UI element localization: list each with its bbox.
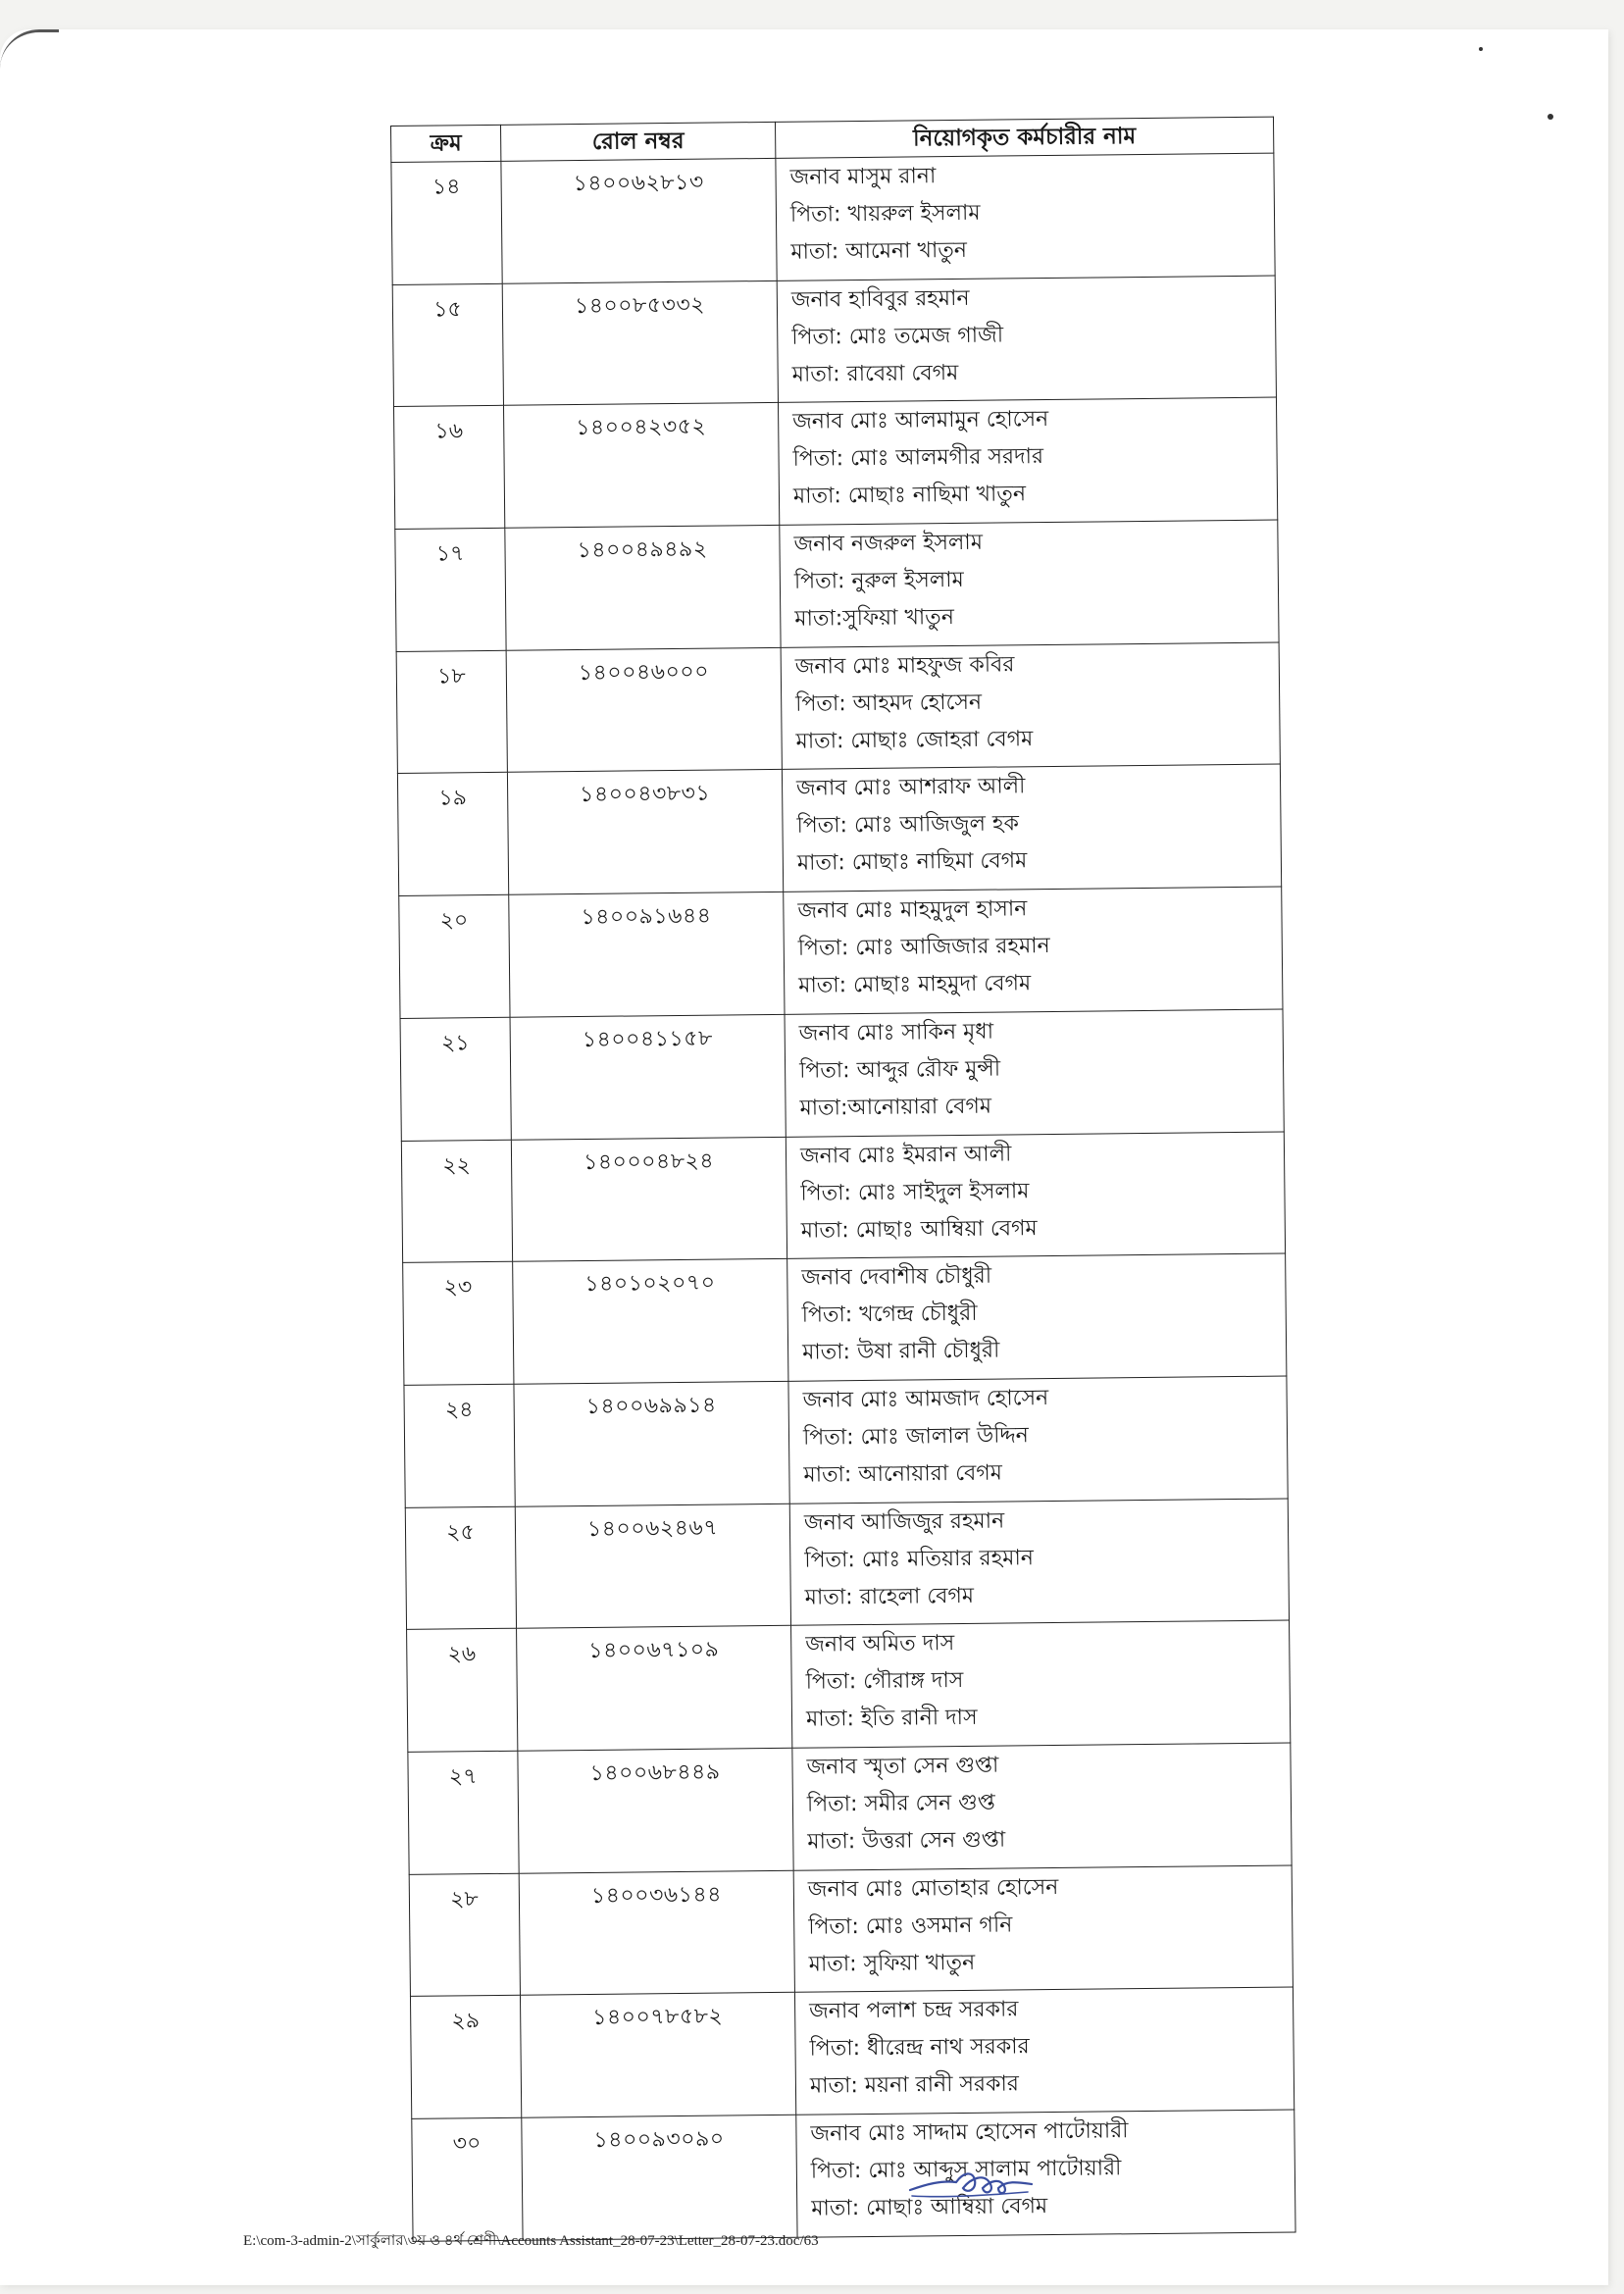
table-row — [405, 1499, 1289, 1630]
table-body — [391, 153, 1295, 2241]
table-row — [407, 1620, 1291, 1752]
roll-number-cell: ১৪০০৩৬১৪৪ — [519, 1870, 794, 1996]
employee-name: জনাব মোঃ সাকিন মৃধা — [798, 1019, 994, 1046]
serial-cell: ১৮ — [396, 650, 507, 774]
roll-number-cell: ১৪০০৭৮৫৮২ — [520, 1993, 795, 2118]
employee-name-cell — [787, 1253, 1287, 1381]
employee-name-cell — [794, 1987, 1294, 2115]
serial-cell: ১৭ — [395, 528, 506, 651]
table-row — [396, 642, 1280, 774]
roll-number-cell: ১৪০০৬৮৪৪৯ — [518, 1748, 793, 1873]
serial-cell: ১৯ — [397, 773, 508, 896]
signature-mark — [902, 2163, 1040, 2212]
serial-cell: ২৮ — [409, 1873, 520, 1997]
mother-name: মাতা: উত্তরা সেন গুপ্তা — [807, 1827, 1006, 1855]
serial-cell: ৩০ — [412, 2117, 523, 2241]
father-name: পিতা: মোঃ তমেজ গাজী — [791, 323, 1004, 350]
employee-name: জনাব স্মৃতা সেন গুপ্তা — [806, 1753, 999, 1780]
father-name: পিতা: মোঃ আলমগীর সরদার — [792, 444, 1044, 473]
employee-name-cell — [776, 153, 1275, 280]
employee-name-cell — [791, 1620, 1291, 1748]
header-employee-name: নিয়োগকৃত কর্মচারীর নাম — [775, 117, 1273, 158]
table-row — [403, 1253, 1287, 1385]
roll-number-cell: ১৪০০৬২৮১৩ — [501, 158, 777, 283]
scan-speck — [1479, 47, 1483, 51]
mother-name: মাতা: সুফিয়া খাতুন — [808, 1950, 976, 1977]
employee-name-cell — [777, 276, 1276, 403]
employee-list-table — [390, 117, 1296, 2242]
employee-name: জনাব মোঃ আলমামুন হোসেন — [792, 407, 1049, 435]
employee-name: জনাব মোঃ সাদ্দাম হোসেন পাটোয়ারী — [810, 2118, 1129, 2147]
employee-name-cell — [781, 642, 1280, 770]
employee-name-cell — [793, 1865, 1293, 1993]
roll-number-cell: ১৪০০৬৭১০৯ — [517, 1626, 792, 1752]
page-corner-fold — [0, 29, 59, 72]
employee-name: জনাব আজিজুর রহমান — [803, 1508, 1005, 1536]
employee-name-cell — [784, 887, 1283, 1014]
mother-name: মাতা: আনোয়ারা বেগম — [803, 1460, 1003, 1488]
table-row — [397, 764, 1281, 895]
employee-name-cell — [788, 1376, 1288, 1504]
employee-name-cell — [796, 2110, 1295, 2237]
table-row — [391, 153, 1275, 284]
mother-name: মাতা: রাহেলা বেগম — [804, 1583, 975, 1610]
table-row — [404, 1376, 1288, 1507]
table-row — [401, 1132, 1285, 1263]
table-row — [409, 1865, 1293, 1997]
roll-number-cell: ১৪০০৬৯৯১৪ — [514, 1381, 789, 1506]
roll-number-cell: ১৪০০৯৩০৯০ — [522, 2115, 797, 2240]
father-name: পিতা: মোঃ আজিজার রহমান — [797, 934, 1050, 961]
employee-name: জনাব মোঃ আমজাদ হোসেন — [802, 1385, 1049, 1413]
roll-number-cell: ১৪০০৮৫৩৩২ — [502, 280, 778, 406]
mother-name: মাতা: মোছাঃ আম্বিয়া বেগম — [811, 2194, 1048, 2221]
serial-cell: ২০ — [399, 894, 510, 1018]
serial-cell: ২৯ — [410, 1996, 521, 2119]
serial-cell: ২৩ — [403, 1261, 514, 1385]
roll-number-cell: ১৪০০৯১৬৪৪ — [509, 892, 785, 1017]
employee-name-cell — [780, 520, 1279, 647]
father-name: পিতা: খায়রুল ইসলাম — [789, 200, 981, 228]
roll-number-cell: ১৪০০৪৩৮৩১ — [507, 770, 783, 895]
employee-name: জনাব অমিত দাস — [805, 1631, 955, 1657]
mother-name: মাতা: রাবেয়া বেগম — [791, 360, 959, 387]
serial-cell: ১৫ — [392, 283, 503, 407]
mother-name: মাতা: আমেনা খাতুন — [790, 237, 968, 265]
table-row — [394, 397, 1278, 529]
table-row — [408, 1743, 1292, 1874]
father-name: পিতা: মোঃ মতিয়ার রহমান — [804, 1545, 1035, 1573]
employee-name: জনাব মোঃ মোতাহার হোসেন — [807, 1874, 1059, 1903]
father-name: পিতা: মোঃ সাইদুল ইসলাম — [800, 1178, 1030, 1206]
header-serial: ক্রম — [391, 125, 501, 162]
table-row — [399, 887, 1283, 1018]
roll-number-cell: ১৪০০৪৯৪৯২ — [505, 525, 781, 650]
roll-number-cell: ১৪০০৪২৩৫২ — [503, 403, 779, 529]
mother-name: মাতা: মোছাঃ আম্বিয়া বেগম — [800, 1215, 1038, 1244]
mother-name: মাতা: উষা রানী চৌধুরী — [801, 1338, 1000, 1365]
table-row — [410, 1987, 1294, 2118]
roll-number-cell: ১৪০০৪৬০০০ — [506, 647, 782, 773]
table-row — [400, 1009, 1284, 1141]
mother-name: মাতা: মোছাঃ জোহরা বেগম — [795, 726, 1034, 754]
father-name: পিতা: ধীরেন্দ্র নাথ সরকার — [809, 2034, 1030, 2062]
employee-name: জনাব হাবিবুর রহমান — [790, 285, 970, 313]
header-roll-number: রোল নম্বর — [500, 122, 775, 161]
employee-name-cell — [786, 1132, 1285, 1259]
employee-name: জনাব মোঃ মাহমুদুল হাসান — [797, 896, 1028, 924]
serial-cell: ২৬ — [407, 1628, 518, 1752]
roll-number-cell: ১৪০০০৪৮২৪ — [511, 1137, 787, 1262]
father-name: পিতা: খগেন্দ্র চৌধুরী — [801, 1300, 978, 1328]
father-name: পিতা: মোঃ আজিজুল হক — [796, 811, 1020, 840]
mother-name: মাতা: মোছাঃ নাছিমা খাতুন — [792, 482, 1027, 510]
mother-name: মাতা: মোছাঃ মাহমুদা বেগম — [798, 971, 1032, 998]
scan-speck — [1548, 114, 1553, 120]
table-row — [395, 520, 1279, 651]
mother-name: মাতা: ইতি রানী দাস — [805, 1706, 978, 1732]
table-row — [412, 2110, 1295, 2241]
file-path-footer: E:\com-3-admin-2\সার্কুলার\৩য় ও ৪র্থ শ্রেণী\Accounts Assistant_28-07-23\Letter_28-07-23.doc/63 — [243, 2233, 819, 2249]
employee-name: জনাব মোঃ ইমরান আলী — [799, 1141, 1012, 1169]
roll-number-cell: ১৪০১০২০৭০ — [513, 1259, 788, 1385]
employee-name: জনাব মাসুম রানা — [789, 164, 937, 190]
mother-name: মাতা: ময়না রানী সরকার — [809, 2071, 1020, 2099]
employee-name: জনাব মোঃ আশরাফ আলী — [795, 774, 1026, 802]
mother-name: মাতা:সুফিয়া খাতুন — [794, 605, 955, 632]
serial-cell: ১৪ — [391, 161, 502, 284]
father-name: পিতা: মোঃ আব্দুস সালাম পাটোয়ারী — [810, 2156, 1122, 2184]
father-name: পিতা: মোঃ জালাল উদ্দিন — [802, 1423, 1029, 1451]
father-name: পিতা: নুরুল ইসলাম — [793, 567, 964, 594]
employee-name: জনাব নজরুল ইসলাম — [793, 530, 984, 557]
mother-name: মাতা:আনোয়ারা বেগম — [799, 1094, 992, 1121]
employee-name-cell — [782, 764, 1281, 892]
father-name: পিতা: আহমদ হোসেন — [795, 689, 983, 717]
mother-name: মাতা: মোছাঃ নাছিমা বেগম — [796, 848, 1028, 877]
serial-cell: ২১ — [400, 1017, 511, 1141]
father-name: পিতা: গৌরাঙ্গ দাস — [805, 1668, 964, 1695]
serial-cell: ২৭ — [408, 1751, 519, 1874]
father-name: পিতা: আব্দুর রৌফ মুন্সী — [798, 1056, 1001, 1084]
roll-number-cell: ১৪০০৪১১৫৮ — [510, 1014, 786, 1140]
father-name: পিতা: সমীর সেন গুপ্ত — [806, 1790, 995, 1817]
employee-name-cell — [785, 1009, 1284, 1137]
serial-cell: ২২ — [401, 1140, 512, 1263]
roll-number-cell: ১৪০০৬২৪৬৭ — [515, 1504, 790, 1629]
employee-name-cell — [792, 1743, 1292, 1870]
employee-name-cell — [789, 1499, 1289, 1626]
employee-name-cell — [778, 397, 1277, 525]
employee-name: জনাব দেবাশীষ চৌধুরী — [801, 1263, 992, 1291]
table-row — [392, 276, 1276, 407]
father-name: পিতা: মোঃ ওসমান গনি — [808, 1912, 1013, 1940]
serial-cell: ২৪ — [404, 1384, 515, 1507]
serial-cell: ১৬ — [394, 406, 505, 530]
employee-name: জনাব পলাশ চন্দ্র সরকার — [809, 1997, 1019, 2024]
employee-name: জনাব মোঃ মাহফুজ কবির — [794, 652, 1015, 680]
serial-cell: ২৫ — [405, 1506, 516, 1630]
